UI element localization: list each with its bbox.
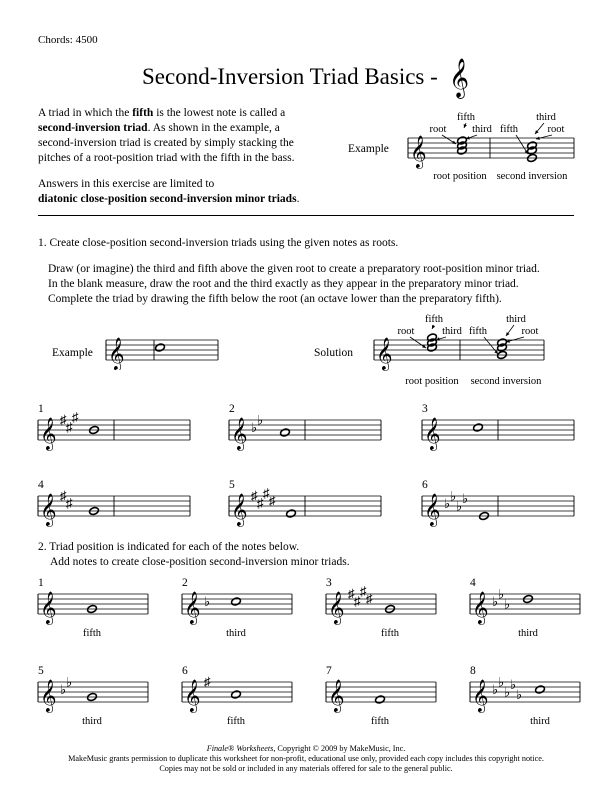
triad-position-label: fifth [380, 628, 400, 639]
flat-icon: ♭ [498, 674, 505, 690]
flat-icon: ♭ [510, 677, 517, 692]
sharp-icon: ♯ [354, 593, 361, 609]
flat-icon: ♭ [251, 420, 258, 435]
exercise-item [229, 479, 381, 527]
svg-text:𝄞: 𝄞 [449, 60, 470, 97]
sharp-icon: ♯ [251, 488, 258, 503]
flat-icon: ♭ [456, 498, 463, 514]
caption-root-position: root position [433, 171, 487, 182]
whole-note [280, 428, 291, 437]
label-third: third [536, 112, 556, 123]
sharp-icon: ♯ [269, 493, 276, 508]
label-root: root [521, 326, 539, 337]
staff [182, 592, 292, 625]
page-title: Second-Inversion Triad Basics - [142, 64, 438, 89]
treble-clef-icon: 𝄞 [424, 495, 441, 526]
header-example-staff [404, 108, 580, 192]
section1-solution-staff [370, 312, 550, 392]
exercise-item [38, 403, 190, 451]
treble-clef-icon: 𝄞 [40, 419, 57, 450]
arrow-icon [484, 337, 498, 354]
treble-clef-icon: 𝄞 [376, 339, 393, 370]
label-root: root [547, 124, 565, 135]
intro-paragraph: A triad in which the fifth is the lowest note is called a second-inversion triad. As shown in the example, a second-inversion triad is created by simply stacking the pitches of a root-position triad with the fifth in the bass. [38, 107, 295, 164]
whole-note [155, 343, 166, 352]
whole-note [375, 695, 386, 704]
flat-icon: ♭ [504, 596, 511, 612]
triad-position-label: fifth [226, 716, 246, 727]
treble-clef-icon: 𝄞 [472, 593, 489, 624]
caption-second-inversion: second inversion [496, 171, 568, 182]
sharp-icon: ♯ [366, 591, 373, 606]
staff [326, 592, 436, 625]
arrow-icon [432, 325, 435, 329]
exercise-item [182, 577, 292, 639]
label-fifth: fifth [468, 326, 488, 337]
flat-icon: ♭ [492, 594, 499, 609]
label-root: root [397, 326, 415, 337]
exercise-item [326, 665, 436, 727]
staff [182, 680, 292, 713]
section2-exercise-grid [0, 572, 612, 740]
treble-clef-icon: 𝄞 [231, 419, 248, 450]
treble-clef-icon: 𝄞 [472, 681, 489, 712]
whole-note [535, 685, 546, 694]
staff [408, 136, 574, 169]
exercise-item [422, 479, 574, 527]
whole-note [231, 597, 242, 606]
label-fifth: fifth [499, 124, 519, 135]
staff [38, 592, 148, 625]
treble-clef-icon [448, 58, 470, 100]
item-number: 6 [182, 665, 188, 677]
sharp-icon: ♯ [66, 419, 73, 435]
item-number: 4 [470, 577, 476, 589]
item-number: 3 [326, 577, 332, 589]
caption-second-inversion: second inversion [470, 376, 542, 387]
exercise-item [38, 479, 190, 527]
triad-position-label: third [82, 716, 102, 727]
arrow-icon [466, 135, 477, 139]
treble-clef-icon: 𝄞 [184, 681, 201, 712]
exercise-item [229, 403, 381, 451]
triad-position-label: fifth [82, 628, 102, 639]
item-number: 6 [422, 479, 428, 491]
arrow-icon [410, 337, 426, 348]
treble-clef-icon: 𝄞 [40, 681, 57, 712]
sharp-icon: ♯ [348, 586, 355, 601]
label-fifth: fifth [456, 112, 476, 123]
exercise-item [38, 577, 148, 639]
item-number: 1 [38, 403, 44, 415]
item-number: 2 [229, 403, 235, 415]
whole-note [473, 423, 484, 432]
staff [106, 338, 218, 370]
treble-clef-icon: 𝄞 [231, 495, 248, 526]
treble-clef-icon: 𝄞 [328, 593, 345, 624]
item-number: 4 [38, 479, 44, 491]
exercise-item [470, 577, 580, 639]
flat-icon: ♭ [60, 682, 67, 697]
answers-note: Answers in this exercise are limited to diatonic close-position second-inversion minor triads. [38, 178, 300, 205]
label-third: third [442, 326, 462, 337]
item-number: 2 [182, 577, 188, 589]
section1-example-staff [104, 330, 224, 370]
label-third: third [506, 314, 526, 325]
item-number: 5 [229, 479, 235, 491]
sharp-icon: ♯ [263, 485, 270, 501]
section1-example-label: Example [52, 347, 93, 359]
exercise-item [38, 665, 148, 727]
sharp-icon: ♯ [72, 409, 79, 425]
section1-solution-label: Solution [314, 347, 353, 359]
item-number: 8 [470, 665, 476, 677]
sharp-icon: ♯ [60, 488, 67, 503]
item-number: 7 [326, 665, 332, 677]
treble-clef-icon: 𝄞 [40, 495, 57, 526]
sharp-icon: ♯ [60, 412, 67, 427]
treble-clef-icon: 𝄞 [424, 419, 441, 450]
arrow-icon [536, 135, 552, 140]
item-number: 3 [422, 403, 428, 415]
exercise-item [470, 665, 580, 727]
sharp-icon: ♯ [257, 495, 264, 511]
label-root: root [429, 124, 447, 135]
staff [38, 680, 148, 713]
section2-heading: 2. Triad position is indicated for each of the notes below. Add notes to create close-position second-inversion minor triads. [38, 541, 350, 568]
triad-position-label: third [226, 628, 246, 639]
sharp-icon: ♯ [66, 495, 73, 511]
staff [422, 418, 574, 451]
treble-clef-icon: 𝄞 [410, 137, 427, 168]
triad-position-label: third [518, 628, 538, 639]
exercise-item [326, 577, 436, 639]
staff [374, 338, 544, 371]
exercise-item [182, 665, 292, 727]
caption-root-position: root position [405, 376, 459, 387]
section1-instructions: Draw (or imagine) the third and fifth above the given root to create a preparatory root-position minor triad. In the blank measure, draw the root and the third exactly as they appear in the preparatory minor triad. Complete the triad by drawing the fifth below the root (an octave lower than the preparatory fifth). [48, 263, 540, 305]
sharp-icon: ♯ [360, 583, 367, 599]
flat-icon: ♭ [66, 674, 73, 690]
item-number: 5 [38, 665, 44, 677]
label-fifth: fifth [424, 314, 444, 325]
whole-note [286, 509, 297, 518]
item-number: 1 [38, 577, 44, 589]
treble-clef-icon: 𝄞 [328, 681, 345, 712]
section1-exercise-grid [0, 392, 612, 532]
flat-icon: ♭ [450, 488, 457, 504]
treble-clef-icon: 𝄞 [40, 593, 57, 624]
flat-icon: ♭ [462, 491, 469, 506]
worksheet-code: Chords: 4500 [38, 34, 98, 46]
triad-position-label: fifth [370, 716, 390, 727]
flat-icon: ♭ [516, 687, 523, 702]
arrow-icon [464, 123, 467, 128]
flat-icon: ♭ [498, 586, 505, 602]
sharp-icon: ♯ [204, 674, 211, 689]
flat-icon: ♭ [504, 684, 511, 700]
header-example-label: Example [348, 143, 389, 155]
label-third: third [472, 124, 492, 135]
flat-icon: ♭ [444, 496, 451, 511]
treble-clef-icon: 𝄞 [108, 339, 125, 370]
flat-icon: ♭ [257, 412, 264, 428]
flat-icon: ♭ [204, 594, 211, 609]
treble-clef-icon: 𝄞 [184, 593, 201, 624]
arrow-icon [535, 123, 544, 134]
arrow-icon [506, 325, 514, 336]
staff [470, 680, 580, 713]
whole-note [231, 690, 242, 699]
footer-copyright: Finale® Worksheets, Copyright © 2009 by MakeMusic, Inc. MakeMusic grants permission to duplicate this worksheet for non-profit, educational use only, provided each copy includes this copyright notice. Copies may not be sold or included in any materials offered for sale to the general public. [68, 744, 544, 773]
divider-top [38, 215, 574, 216]
section1-heading: 1. Create close-position second-inversion triads using the given notes as roots. [38, 237, 399, 249]
triad-position-label: third [530, 716, 550, 727]
exercise-item [422, 403, 574, 451]
flat-icon: ♭ [492, 682, 499, 697]
